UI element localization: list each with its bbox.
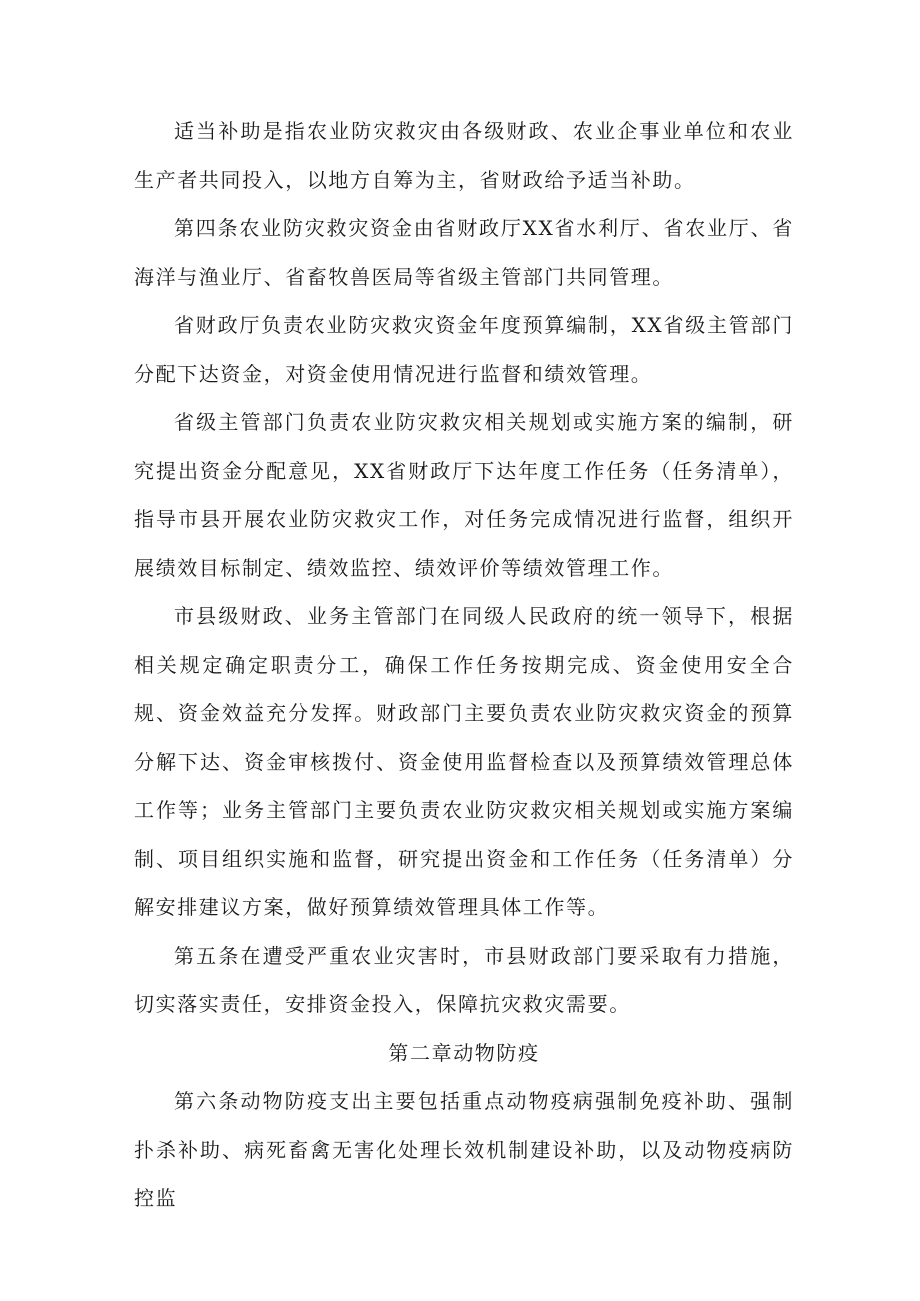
paragraph-article-5: 第五条在遭受严重农业灾害时，市县财政部门要采取有力措施，切实落实责任，安排资金投入，保障抗灾救灾需要。 bbox=[134, 943, 794, 1016]
paragraph-subsidy-definition: 适当补助是指农业防灾救灾由各级财政、农业企事业单位和农业生产者共同投入，以地方自筹为主，省财政给予适当补助。 bbox=[134, 119, 794, 192]
paragraph-article-6: 第六条动物防疫支出主要包括重点动物疫病强制免疫补助、强制扑杀补助、病死畜禽无害化处理长效机制建设补助，以及动物疫病防控监 bbox=[134, 1089, 794, 1210]
chapter-heading: 第二章动物防疫 bbox=[388, 1040, 540, 1065]
document-body bbox=[134, 107, 794, 1223]
paragraph-provincial-dept-duties: 省级主管部门负责农业防灾救灾相关规划或实施方案的编制，研究提出资金分配意见，XX省财政厅下达年度工作任务（任务清单），指导市县开展农业防灾救灾工作，对任务完成情况进行监督，组织开展绩效目标制定、绩效监控、绩效评价等绩效管理工作。 bbox=[134, 410, 794, 580]
paragraph-city-county-duties: 市县级财政、业务主管部门在同级人民政府的统一领导下，根据相关规定确定职责分工，确保工作任务按期完成、资金使用安全合规、资金效益充分发挥。财政部门主要负责农业防灾救灾资金的预算分解下达、资金审核拨付、资金使用监督检查以及预算绩效管理总体工作等；业务主管部门主要负责农业防灾救灾相关规划或实施方案编制、项目组织实施和监督，研究提出资金和工作任务（任务清单）分解安排建议方案，做好预算绩效管理具体工作等。 bbox=[134, 604, 794, 919]
paragraph-finance-dept-duties: 省财政厅负责农业防灾救灾资金年度预算编制，XX省级主管部门分配下达资金，对资金使用情况进行监督和绩效管理。 bbox=[134, 313, 794, 386]
paragraph-article-4: 第四条农业防灾救灾资金由省财政厅XX省水利厅、省农业厅、省海洋与渔业厅、省畜牧兽医局等省级主管部门共同管理。 bbox=[134, 216, 794, 289]
